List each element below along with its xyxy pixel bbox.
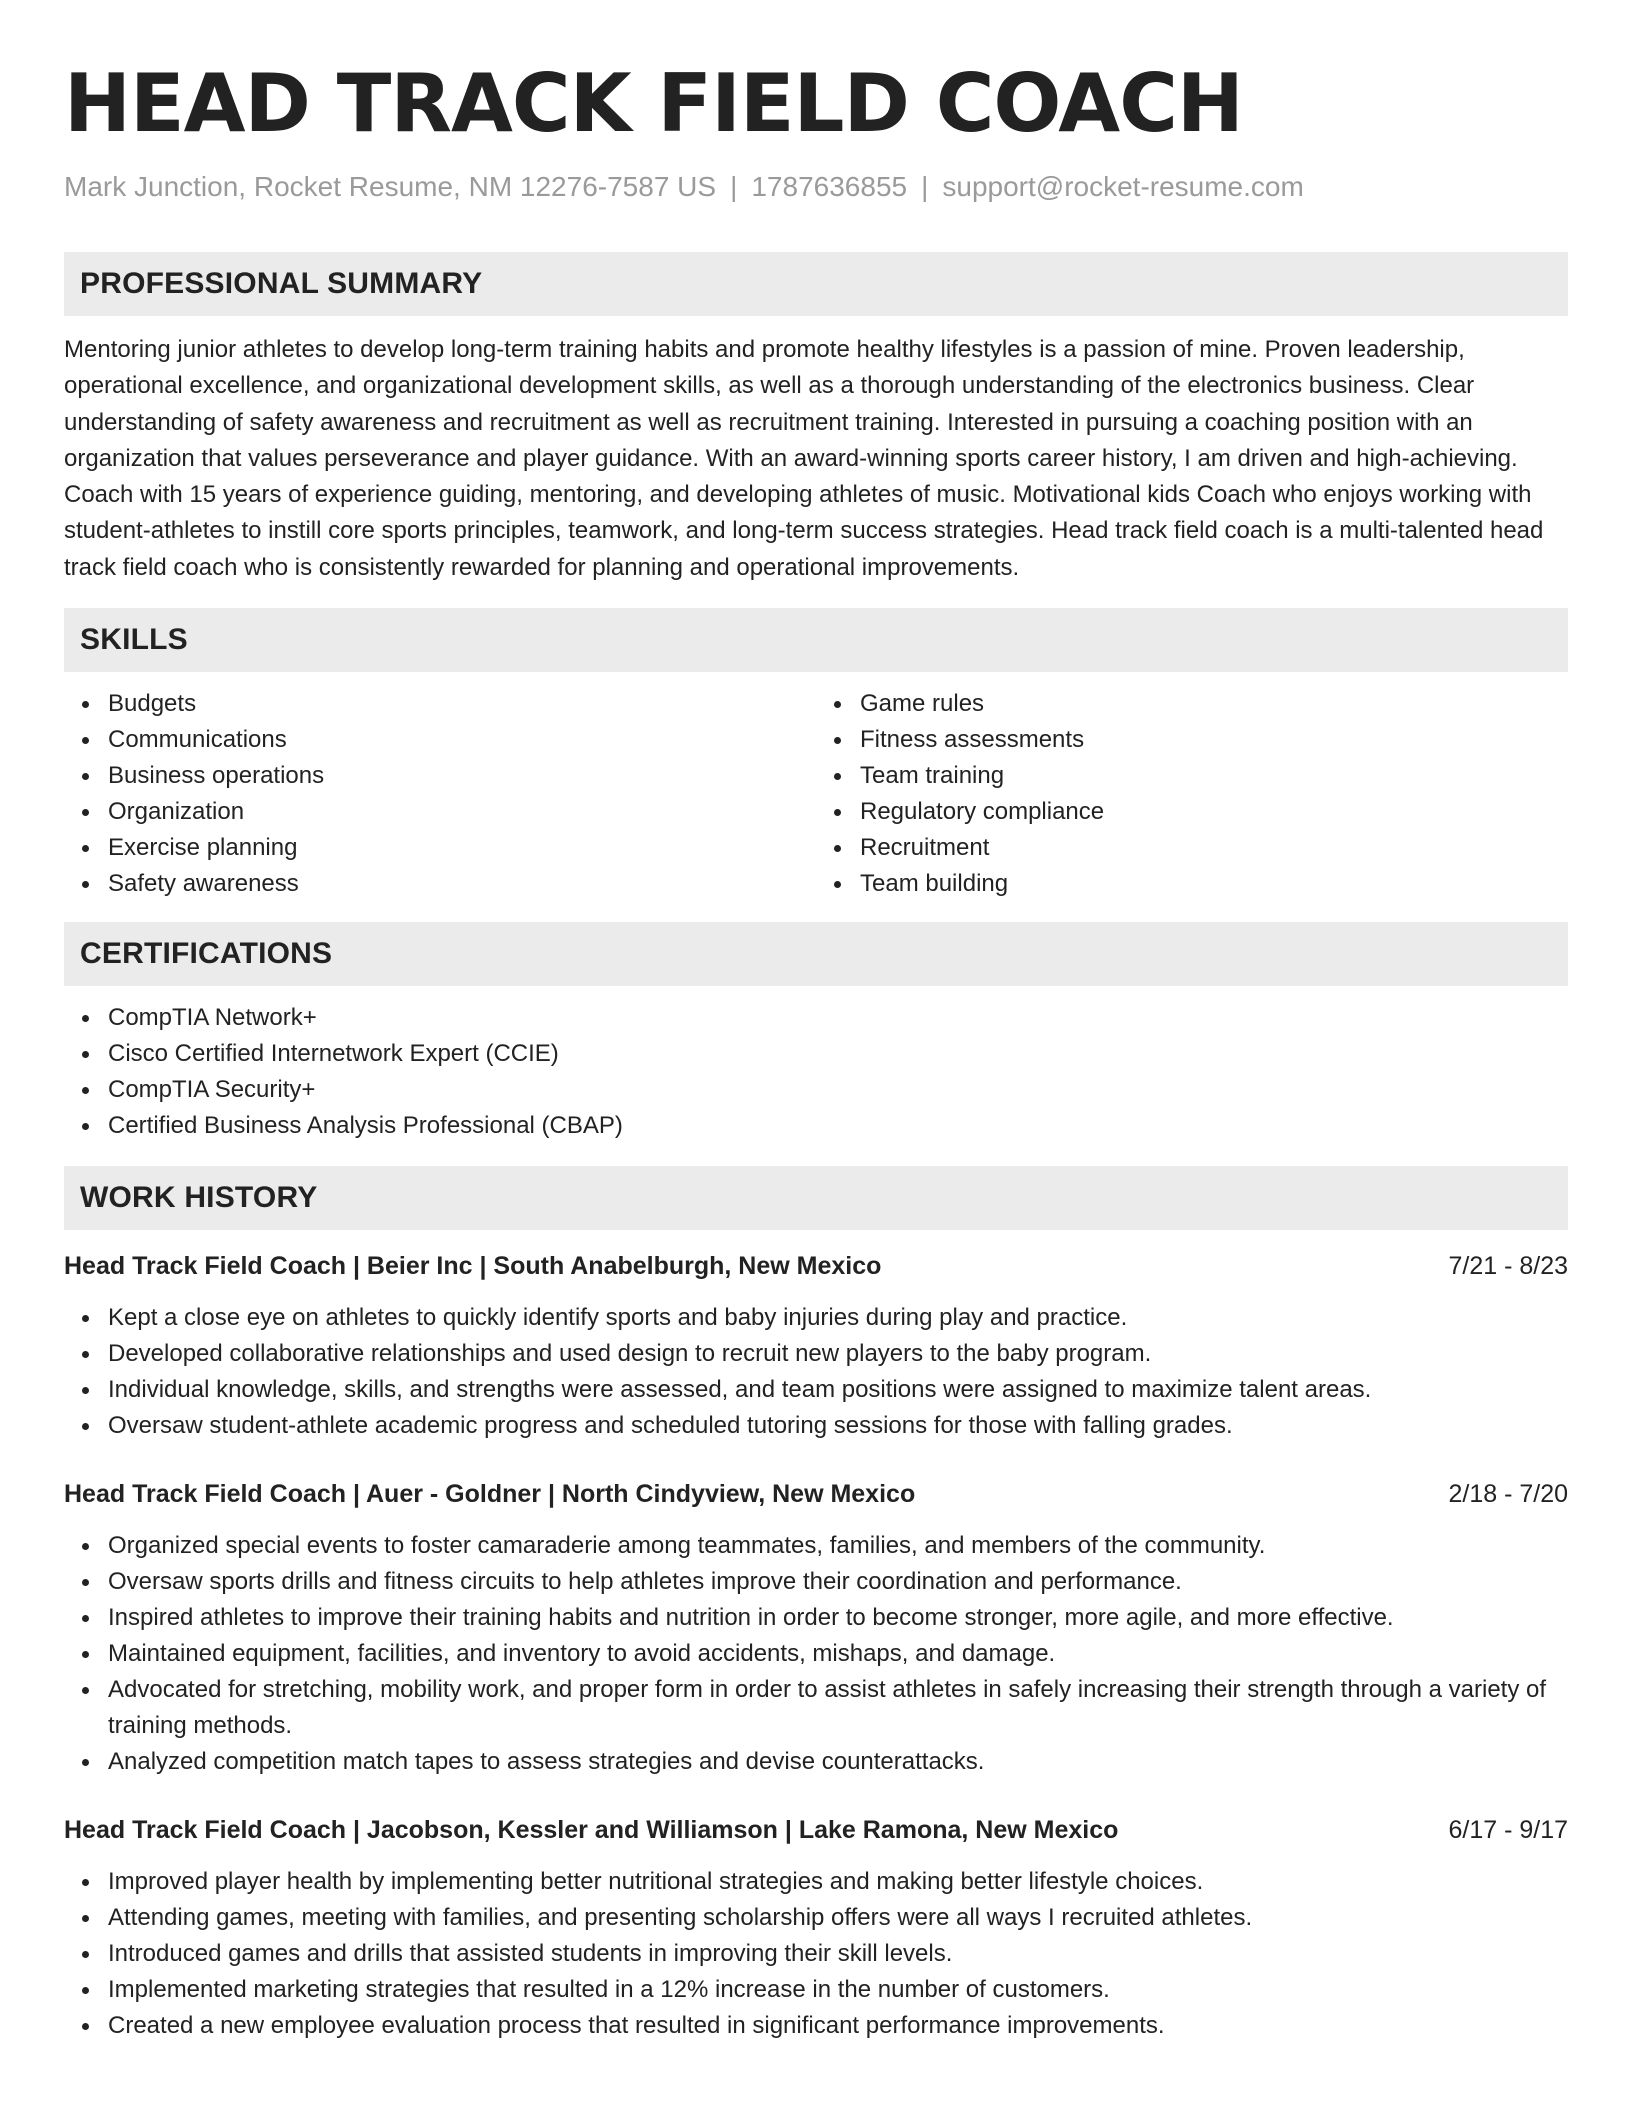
job-entry xyxy=(64,1812,1568,2044)
job-bullet: Maintained equipment, facilities, and inventory to avoid accidents, mishaps, and damage. xyxy=(108,1636,1568,1672)
skill-item: Fitness assessments xyxy=(860,722,1568,758)
certification-item: CompTIA Security+ xyxy=(108,1072,1568,1108)
contact-line xyxy=(64,170,1568,204)
skill-item: Recruitment xyxy=(860,830,1568,866)
skill-item: Regulatory compliance xyxy=(860,794,1568,830)
certification-item: Cisco Certified Internetwork Expert (CCIE) xyxy=(108,1036,1568,1072)
skill-item: Exercise planning xyxy=(108,830,816,866)
skill-item: Organization xyxy=(108,794,816,830)
skill-item: Team training xyxy=(860,758,1568,794)
contact-phone: 1787636855 xyxy=(751,171,908,202)
skills-list-left xyxy=(64,686,816,902)
job-header xyxy=(64,1476,1568,1512)
certification-item: CompTIA Network+ xyxy=(108,1000,1568,1036)
skill-item: Budgets xyxy=(108,686,816,722)
contact-address: Mark Junction, Rocket Resume, NM 12276-7587 US xyxy=(64,171,717,202)
certifications-heading: CERTIFICATIONS xyxy=(64,922,1568,986)
job-header xyxy=(64,1812,1568,1848)
work-history-heading: WORK HISTORY xyxy=(64,1166,1568,1230)
contact-separator: | xyxy=(730,171,738,202)
work-history-section xyxy=(64,1166,1568,2044)
job-bullet: Implemented marketing strategies that resulted in a 12% increase in the number of customers. xyxy=(108,1972,1568,2008)
resume-title: HEAD TRACK FIELD COACH xyxy=(64,57,1243,150)
certifications-list xyxy=(64,1000,1568,1144)
job-bullet: Attending games, meeting with families, and presenting scholarship offers were all ways I recruited athletes. xyxy=(108,1900,1568,1936)
job-bullet: Created a new employee evaluation process that resulted in significant performance improvements. xyxy=(108,2008,1568,2044)
job-header xyxy=(64,1248,1568,1284)
skills-section xyxy=(64,608,1568,902)
job-bullet: Kept a close eye on athletes to quickly identify sports and baby injuries during play and practice. xyxy=(108,1300,1568,1336)
job-bullet: Developed collaborative relationships and used design to recruit new players to the baby program. xyxy=(108,1336,1568,1372)
job-bullet: Organized special events to foster camaraderie among teammates, families, and members of the community. xyxy=(108,1528,1568,1564)
job-bullet: Oversaw student-athlete academic progress and scheduled tutoring sessions for those with falling grades. xyxy=(108,1408,1568,1444)
job-bullet: Inspired athletes to improve their training habits and nutrition in order to become stronger, more agile, and more effective. xyxy=(108,1600,1568,1636)
job-bullets xyxy=(64,1864,1568,2044)
skill-item: Safety awareness xyxy=(108,866,816,902)
certifications-section xyxy=(64,922,1568,1144)
job-title: Head Track Field Coach | Jacobson, Kessler and Williamson | Lake Ramona, New Mexico xyxy=(64,1816,1119,1845)
job-bullet: Advocated for stretching, mobility work, and proper form in order to assist athletes in safely increasing their strength through a variety of training methods. xyxy=(108,1672,1568,1744)
job-title: Head Track Field Coach | Beier Inc | South Anabelburgh, New Mexico xyxy=(64,1252,882,1281)
job-bullet: Improved player health by implementing better nutritional strategies and making better lifestyle choices. xyxy=(108,1864,1568,1900)
job-dates: 2/18 - 7/20 xyxy=(1448,1480,1568,1509)
job-entry xyxy=(64,1476,1568,1780)
summary-text: Mentoring junior athletes to develop long-term training habits and promote healthy lifestyles is a passion of mine. Proven leadership, operational excellence, and organizational development skills, as well as a thorough understanding of the electronics business. Clear understanding of safety awareness and recruitment as well as recruitment training. Interested in pursuing a coaching position with an organization that values perseverance and player guidance. With an award-winning sports career history, I am driven and high-achieving. Coach with 15 years of experience guiding, mentoring, and developing athletes of music. Motivational kids Coach who enjoys working with student-athletes to instill core sports principles, teamwork, and long-term success strategies. Head track field coach is a multi-talented head track field coach who is consistently rewarded for planning and operational improvements. xyxy=(64,336,1544,581)
job-title: Head Track Field Coach | Auer - Goldner | North Cindyview, New Mexico xyxy=(64,1480,916,1509)
certification-item: Certified Business Analysis Professional (CBAP) xyxy=(108,1108,1568,1144)
job-bullet: Analyzed competition match tapes to assess strategies and devise counterattacks. xyxy=(108,1744,1568,1780)
job-entry xyxy=(64,1248,1568,1444)
job-bullets xyxy=(64,1528,1568,1780)
job-dates: 7/21 - 8/23 xyxy=(1448,1252,1568,1281)
skill-item: Communications xyxy=(108,722,816,758)
skills-heading: SKILLS xyxy=(64,608,1568,672)
contact-separator: | xyxy=(921,171,929,202)
job-bullet: Individual knowledge, skills, and strengths were assessed, and team positions were assigned to maximize talent areas. xyxy=(108,1372,1568,1408)
contact-email: support@rocket-resume.com xyxy=(942,171,1304,202)
job-bullet: Introduced games and drills that assisted students in improving their skill levels. xyxy=(108,1936,1568,1972)
job-bullet: Oversaw sports drills and fitness circuits to help athletes improve their coordination and performance. xyxy=(108,1564,1568,1600)
skill-item: Game rules xyxy=(860,686,1568,722)
job-dates: 6/17 - 9/17 xyxy=(1448,1816,1568,1845)
skill-item: Team building xyxy=(860,866,1568,902)
skill-item: Business operations xyxy=(108,758,816,794)
job-bullets xyxy=(64,1300,1568,1444)
jobs-container xyxy=(64,1248,1568,2044)
skills-list-right xyxy=(816,686,1568,902)
summary-section xyxy=(64,252,1568,586)
skills-columns xyxy=(64,686,1568,902)
summary-heading: PROFESSIONAL SUMMARY xyxy=(64,252,1568,316)
